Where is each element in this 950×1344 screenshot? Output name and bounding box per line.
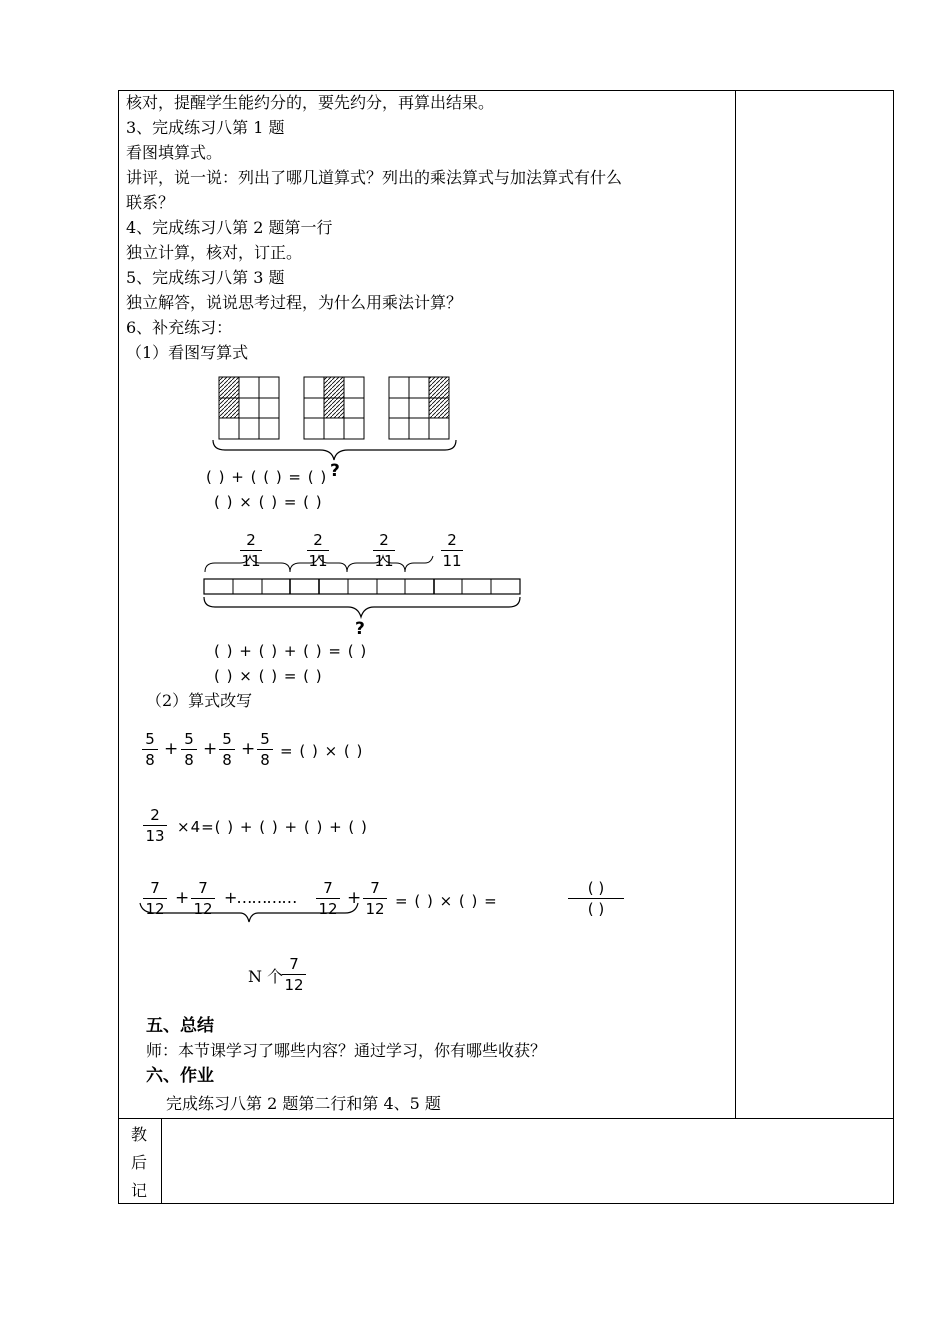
expression-tail: = ( ) × ( ) = [395, 892, 498, 910]
ellipsis: +………… [224, 888, 297, 907]
question-mark: ? [330, 461, 340, 481]
fraction: 7 12 [143, 879, 167, 918]
fraction-label: 2 11 [241, 531, 261, 570]
fraction: 5 8 [257, 730, 273, 769]
grid-1 [219, 377, 279, 439]
plus-sign: + [241, 739, 256, 759]
fraction: 7 12 [363, 879, 387, 918]
expression-tail: = ( ) × ( ) [280, 742, 364, 760]
n-label: N 个 [248, 967, 284, 986]
fraction: 5 8 [142, 730, 158, 769]
grid-2 [304, 377, 364, 439]
text-line: 6、补充练习： [126, 318, 233, 337]
fraction: 2 13 [143, 806, 167, 845]
brace-under-strip [204, 597, 520, 617]
plus-sign: + [175, 888, 190, 908]
expression-tail: ×4=( ) + ( ) + ( ) + ( ) [177, 818, 368, 836]
multiplication-row: ( ) × ( ) = ( ) [214, 493, 323, 511]
reflection-label: 后 [131, 1153, 148, 1172]
brace-top-4 [405, 556, 433, 572]
fraction: 7 12 [191, 879, 215, 918]
text-line: 独立计算，核对，订正。 [126, 243, 303, 262]
text-line: 3、完成练习八第 1 题 [126, 118, 285, 137]
fraction-label: 2 11 [308, 531, 328, 570]
exercise-heading: （1）看图写算式 [126, 343, 249, 362]
text-line: 核对，提醒学生能约分的，要先约分，再算出结果。 [126, 93, 495, 112]
fraction: 7 12 [316, 879, 340, 918]
fraction: 5 8 [219, 730, 235, 769]
homework-text: 完成练习八第 2 题第二行和第 4、5 题 [166, 1094, 441, 1113]
reflection-label: 记 [131, 1181, 148, 1200]
addition-row: ( ) + ( ( ) = ( ) [206, 468, 328, 486]
addition-row: ( ) + ( ) + ( ) = ( ) [214, 642, 368, 660]
summary-text: 师：本节课学习了哪些内容？通过学习，你有哪些收获？ [146, 1041, 547, 1060]
text-line: 看图填算式。 [126, 143, 223, 162]
fraction: 5 8 [181, 730, 197, 769]
text-line: 联系？ [126, 193, 175, 212]
fraction-label: 2 11 [442, 531, 462, 570]
text-line: 独立解答，说说思考过程，为什么用乘法计算？ [126, 293, 463, 312]
plus-sign: + [347, 888, 362, 908]
section-title-homework: 六、作业 [146, 1066, 214, 1086]
text-line: 讲评，说一说：列出了哪几道算式？列出的乘法算式与加法算式有什么 [126, 168, 623, 187]
grid-3 [389, 377, 449, 439]
plus-sign: + [164, 739, 179, 759]
text-line: 4、完成练习八第 2 题第一行 [126, 218, 333, 237]
question-mark: ? [355, 619, 365, 639]
text-line: 5、完成练习八第 3 题 [126, 268, 285, 287]
brace-under-grids [213, 440, 456, 460]
multiplication-row: ( ) × ( ) = ( ) [214, 667, 323, 685]
reflection-label: 教 [131, 1125, 148, 1144]
exercise-heading: （2）算式改写 [146, 691, 253, 710]
section-title-summary: 五、总结 [146, 1016, 214, 1036]
plus-sign: + [203, 739, 218, 759]
result-fraction: ( ) ( ) [568, 879, 624, 918]
fraction-label: 2 11 [374, 531, 394, 570]
fraction: 7 12 [282, 955, 306, 994]
